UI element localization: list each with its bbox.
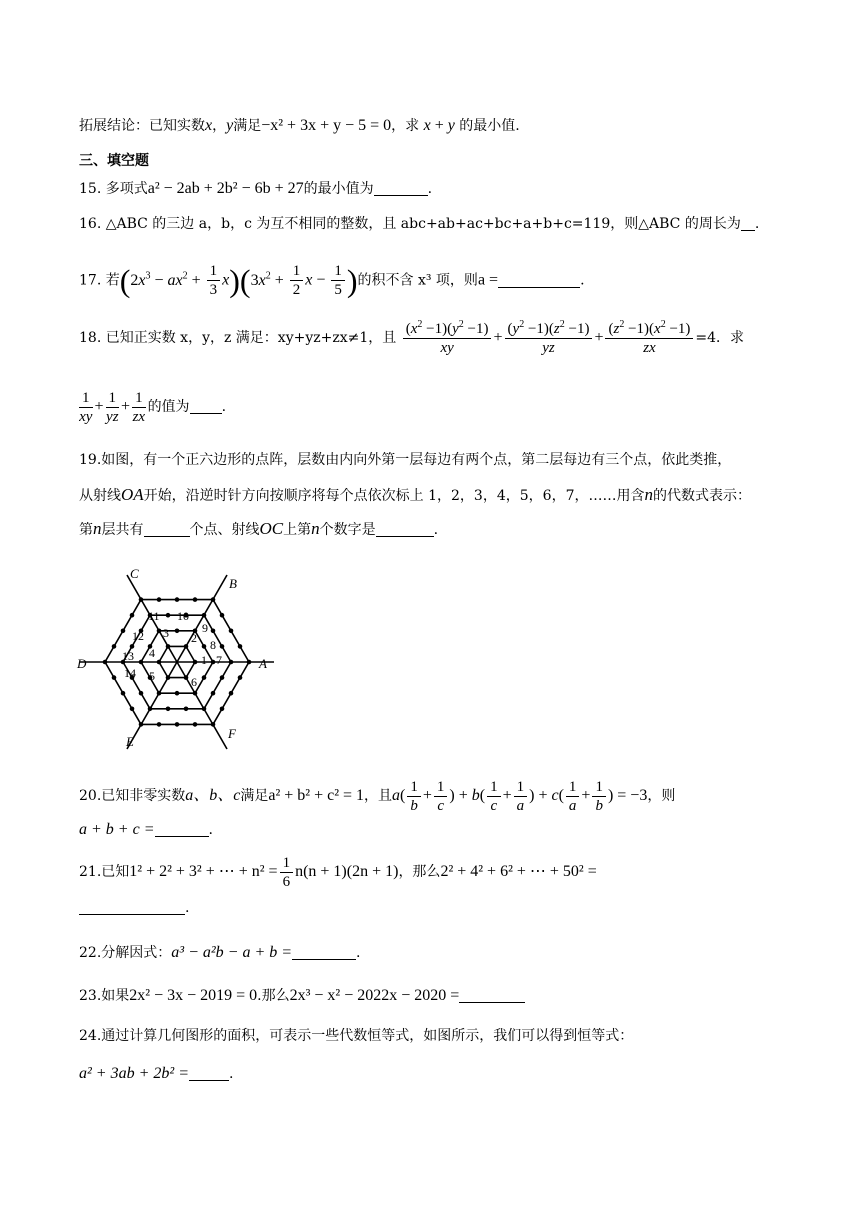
lattice-number: 12 — [132, 629, 144, 643]
q17-answer-blank[interactable] — [498, 273, 580, 288]
lattice-dot — [166, 707, 171, 712]
question-18-continued: $\frac{1}{xy}$ + $\frac{1}{yz}$ + $\frac{1}{zx}$ 的值为 . — [79, 389, 227, 425]
lattice-dot — [211, 691, 216, 696]
q15-number: 15. — [79, 181, 102, 197]
lattice-dot — [202, 675, 207, 680]
lattice-dot — [175, 629, 180, 634]
q20-prefix: 已知非零实数 — [101, 788, 186, 804]
question-20-ask: a + b + c = . — [79, 821, 213, 838]
q18-number: 18. — [79, 330, 102, 346]
lattice-dot — [121, 691, 126, 696]
extension-mid: 满足 — [233, 118, 262, 134]
lattice-number: 4 — [149, 646, 155, 660]
q19-line3d: 上第 — [283, 522, 312, 538]
q22-expression: a³ − a²b − a + b = — [171, 944, 293, 961]
lattice-dot — [211, 722, 216, 727]
q24-text: 通过计算几何图形的面积，可表示一些代数恒等式，如图所示，我们可以得到恒等式： — [101, 1028, 634, 1044]
q20-answer-blank[interactable] — [155, 822, 209, 837]
ray-label-a: A — [259, 656, 267, 671]
q18-value-suffix: 的值为 — [147, 399, 190, 415]
lattice-dot — [247, 660, 252, 665]
ray-label-b: B — [229, 576, 237, 591]
q19-blank-2[interactable] — [376, 522, 434, 537]
ray-label-e: E — [126, 734, 134, 749]
q21-number: 21. — [79, 864, 102, 880]
lattice-dot — [184, 707, 189, 712]
q15-answer-blank[interactable] — [374, 181, 428, 196]
q22-number: 22. — [79, 945, 102, 961]
q20-condition: a² + b² + c² = 1 — [268, 787, 365, 804]
lattice-number: 1 — [201, 653, 207, 667]
q21-ask: 2² + 4² + 6² + ⋯ + 50² = — [440, 863, 597, 880]
q15-suffix: 的最小值为 — [303, 181, 374, 197]
q19-number: 19. — [79, 452, 102, 468]
q18-answer-blank[interactable] — [190, 399, 222, 414]
question-15: 15. 多项式a² − 2ab + 2b² − 6b + 27的最小值为 . — [79, 180, 433, 197]
lattice-dot — [175, 691, 180, 696]
lattice-dot — [166, 644, 171, 649]
q23-answer-blank[interactable] — [459, 988, 525, 1003]
q19-line2b: 开始，沿逆时针方向按顺序将每个点依次标上 1，2，3，4，5，6，7，……用含 — [143, 488, 645, 504]
q22-answer-blank[interactable] — [292, 945, 356, 960]
lattice-number: 6 — [191, 675, 197, 689]
q24-answer-blank[interactable] — [189, 1066, 229, 1081]
lattice-dot — [148, 707, 153, 712]
q22-prefix: 分解因式： — [101, 945, 172, 961]
ray-label-c: C — [130, 566, 139, 581]
lattice-dot — [211, 597, 216, 602]
q16-number: 16. — [79, 216, 102, 232]
question-19-line3: 第n层共有 个点、射线OC上第n个数字是 . — [79, 519, 439, 538]
question-24-ask: a² + 3ab + 2b² = . — [79, 1065, 234, 1082]
q24-number: 24. — [79, 1028, 102, 1044]
lattice-dot — [202, 644, 207, 649]
q15-prefix: 多项式 — [105, 181, 148, 197]
q20-number: 20. — [79, 788, 102, 804]
q19-line3a: 第 — [79, 522, 93, 538]
q21-lhs: 1² + 2² + 3² + ⋯ + n² = — [129, 863, 278, 880]
lattice-number: 10 — [177, 609, 189, 623]
lattice-dot — [166, 613, 171, 618]
question-21-answer-line: . — [79, 898, 189, 918]
lattice-dot — [220, 675, 225, 680]
lattice-number: 14 — [124, 666, 136, 680]
lattice-dot — [130, 613, 135, 618]
lattice-number: 8 — [210, 638, 216, 652]
lattice-dot — [139, 722, 144, 727]
lattice-dot — [220, 707, 225, 712]
lattice-dot — [139, 660, 144, 665]
lattice-dot — [130, 707, 135, 712]
lattice-number: 7 — [216, 653, 222, 667]
q23-condition: 2x² − 3x − 2019 = 0 — [129, 987, 258, 1004]
q19-line2c: 的代数式表示： — [652, 488, 751, 504]
lattice-dot — [202, 707, 207, 712]
question-18: 18. 已知正实数 x，y，z 满足：xy+yz+zx≠1，且 $\frac{(x^2 -1)(y^2 -1)}{xy}$ + $\frac{(y^2 -1)(z^2 -1)}{yz}$ + $\frac{(z^2 -1)(x^2 -1)}{zx}$ =4．求 — [79, 318, 745, 356]
question-19 — [79, 450, 731, 470]
lattice-dot — [157, 597, 162, 602]
lattice-dot — [175, 722, 180, 727]
lattice-dot — [238, 644, 243, 649]
lattice-number: 2 — [191, 631, 197, 645]
lattice-dot — [229, 629, 234, 634]
q16-answer-blank[interactable] — [741, 216, 755, 231]
q19-line1: 如图，有一个正六边形的点阵，层数由内向外第一层每边有两个点，第二层每边有三个点，依此类推， — [101, 452, 732, 468]
q21-mid: ，那么 — [398, 864, 441, 880]
q23-ask: 2x³ − x² − 2022x − 2020 = — [289, 987, 460, 1004]
lattice-dot — [157, 660, 162, 665]
question-17: 17. 若($2x^3 - ax^2$ + $\frac{1}{3}$ $x)(3x^2$ + $\frac{1}{2}$ x − $\frac{1}{5}$ )的积不含 x³ 项，则a = . — [79, 262, 585, 299]
lattice-dot — [211, 629, 216, 634]
extension-equation: −x² + 3x + y − 5 = 0 — [261, 117, 392, 134]
question-16: 16. △ABC 的三边 a，b，c 为互不相同的整数，且 abc+ab+ac+bc+a+b+c=119，则△ABC 的周长为 . — [79, 216, 760, 232]
q23-number: 23. — [79, 988, 102, 1004]
lattice-dot — [193, 722, 198, 727]
ray-label-f: F — [228, 726, 236, 741]
lattice-dot — [220, 644, 225, 649]
lattice-dot — [139, 597, 144, 602]
question-22: 22.分解因式：a³ − a²b − a + b = . — [79, 944, 361, 961]
question-20: 20.已知非零实数a、b、c满足a² + b² + c² = 1，且a( $\frac{1}{b}$ + $\frac{1}{c}$ ) + b( $\frac{1}{c}$ + $\frac{1}{a}$ ) + c( $\frac{1}{a}$ + $\frac{1}{b}$ ) = −3，则 — [79, 778, 676, 814]
lattice-dot — [157, 629, 162, 634]
q19-line3e: 个数字是 — [319, 522, 376, 538]
question-23 — [79, 986, 525, 1006]
lattice-dot — [139, 691, 144, 696]
lattice-dot — [220, 613, 225, 618]
q23-mid: .那么 — [257, 988, 290, 1004]
lattice-dot — [121, 629, 126, 634]
q23-prefix: 如果 — [101, 988, 130, 1004]
lattice-dot — [103, 660, 108, 665]
lattice-dot — [112, 644, 117, 649]
question-19-line2: 从射线OA开始，沿逆时针方向按顺序将每个点依次标上 1，2，3，4，5，6，7，……用含n的代数式表示： — [79, 485, 751, 504]
lattice-number: 9 — [202, 621, 208, 635]
q20-then: ，则 — [647, 788, 676, 804]
q17-variable: a = — [477, 271, 499, 289]
lattice-dot — [166, 675, 171, 680]
lattice-dot — [229, 660, 234, 665]
lattice-number: 3 — [163, 626, 169, 640]
lattice-dot — [157, 691, 162, 696]
hexagon-dot-lattice-figure — [72, 560, 282, 750]
q19-line3c: 个点、射线 — [189, 522, 260, 538]
lattice-dot — [157, 722, 162, 727]
q21-answer-blank[interactable] — [79, 900, 185, 915]
lattice-dot — [130, 644, 135, 649]
extension-prefix: 拓展结论：已知实数 — [79, 118, 205, 134]
q15-expression: a² − 2ab + 2b² − 6b + 27 — [147, 180, 304, 197]
q19-line2a: 从射线 — [79, 488, 121, 504]
lattice-dot — [211, 660, 216, 665]
lattice-dot — [193, 597, 198, 602]
lattice-dot — [229, 691, 234, 696]
q20-vars: a、b、c — [185, 787, 241, 804]
lattice-number: 11 — [148, 609, 160, 623]
q20-mid: 满足 — [240, 788, 269, 804]
q21-prefix: 已知 — [101, 864, 130, 880]
lattice-dot — [184, 675, 189, 680]
q19-line3b: 层共有 — [101, 522, 144, 538]
q20-equals: = −3 — [613, 787, 648, 804]
q18-prefix: 已知正实数 x，y，z 满足：xy+yz+zx≠1，且 — [105, 330, 397, 346]
section-title: 三、填空题 — [79, 153, 149, 169]
lattice-dot — [112, 675, 117, 680]
q17-number: 17. — [79, 272, 102, 289]
q17-prefix: 若 — [105, 272, 120, 289]
lattice-dot — [202, 613, 207, 618]
lattice-number: 5 — [149, 669, 155, 683]
extension-tail: 的最小值. — [459, 118, 520, 134]
question-24 — [79, 1026, 633, 1046]
lattice-dot — [184, 644, 189, 649]
q16-text: △ABC 的三边 a，b，c 为互不相同的整数，且 abc+ab+ac+bc+a+b+c=119，则△ABC 的周长为 — [105, 216, 741, 232]
extension-line: 拓展结论：已知实数x，y满足−x² + 3x + y − 5 = 0，求 x + y 的最小值. — [79, 117, 520, 134]
q17-suffix: 的积不含 x³ 项，则 — [357, 272, 478, 289]
q18-equals: =4．求 — [695, 330, 745, 346]
lattice-dot — [238, 675, 243, 680]
question-21: 21.已知1² + 2² + 3² + ⋯ + n² = $\frac{1}{6}$ n(n + 1)(2n + 1)，那么2² + 4² + 6² + ⋯ + 50² = — [79, 854, 597, 890]
q19-blank-1[interactable] — [144, 522, 190, 537]
lattice-dot — [193, 691, 198, 696]
q24-ask: a² + 3ab + 2b² = — [79, 1065, 189, 1082]
q21-rhs: n(n + 1)(2n + 1) — [295, 863, 399, 880]
q20-and: ，且 — [364, 788, 393, 804]
q20-ask: a + b + c = — [79, 821, 155, 838]
lattice-number: 13 — [122, 649, 134, 663]
lattice-dot — [193, 660, 198, 665]
ray-label-d: D — [77, 656, 87, 671]
lattice-dot — [175, 597, 180, 602]
